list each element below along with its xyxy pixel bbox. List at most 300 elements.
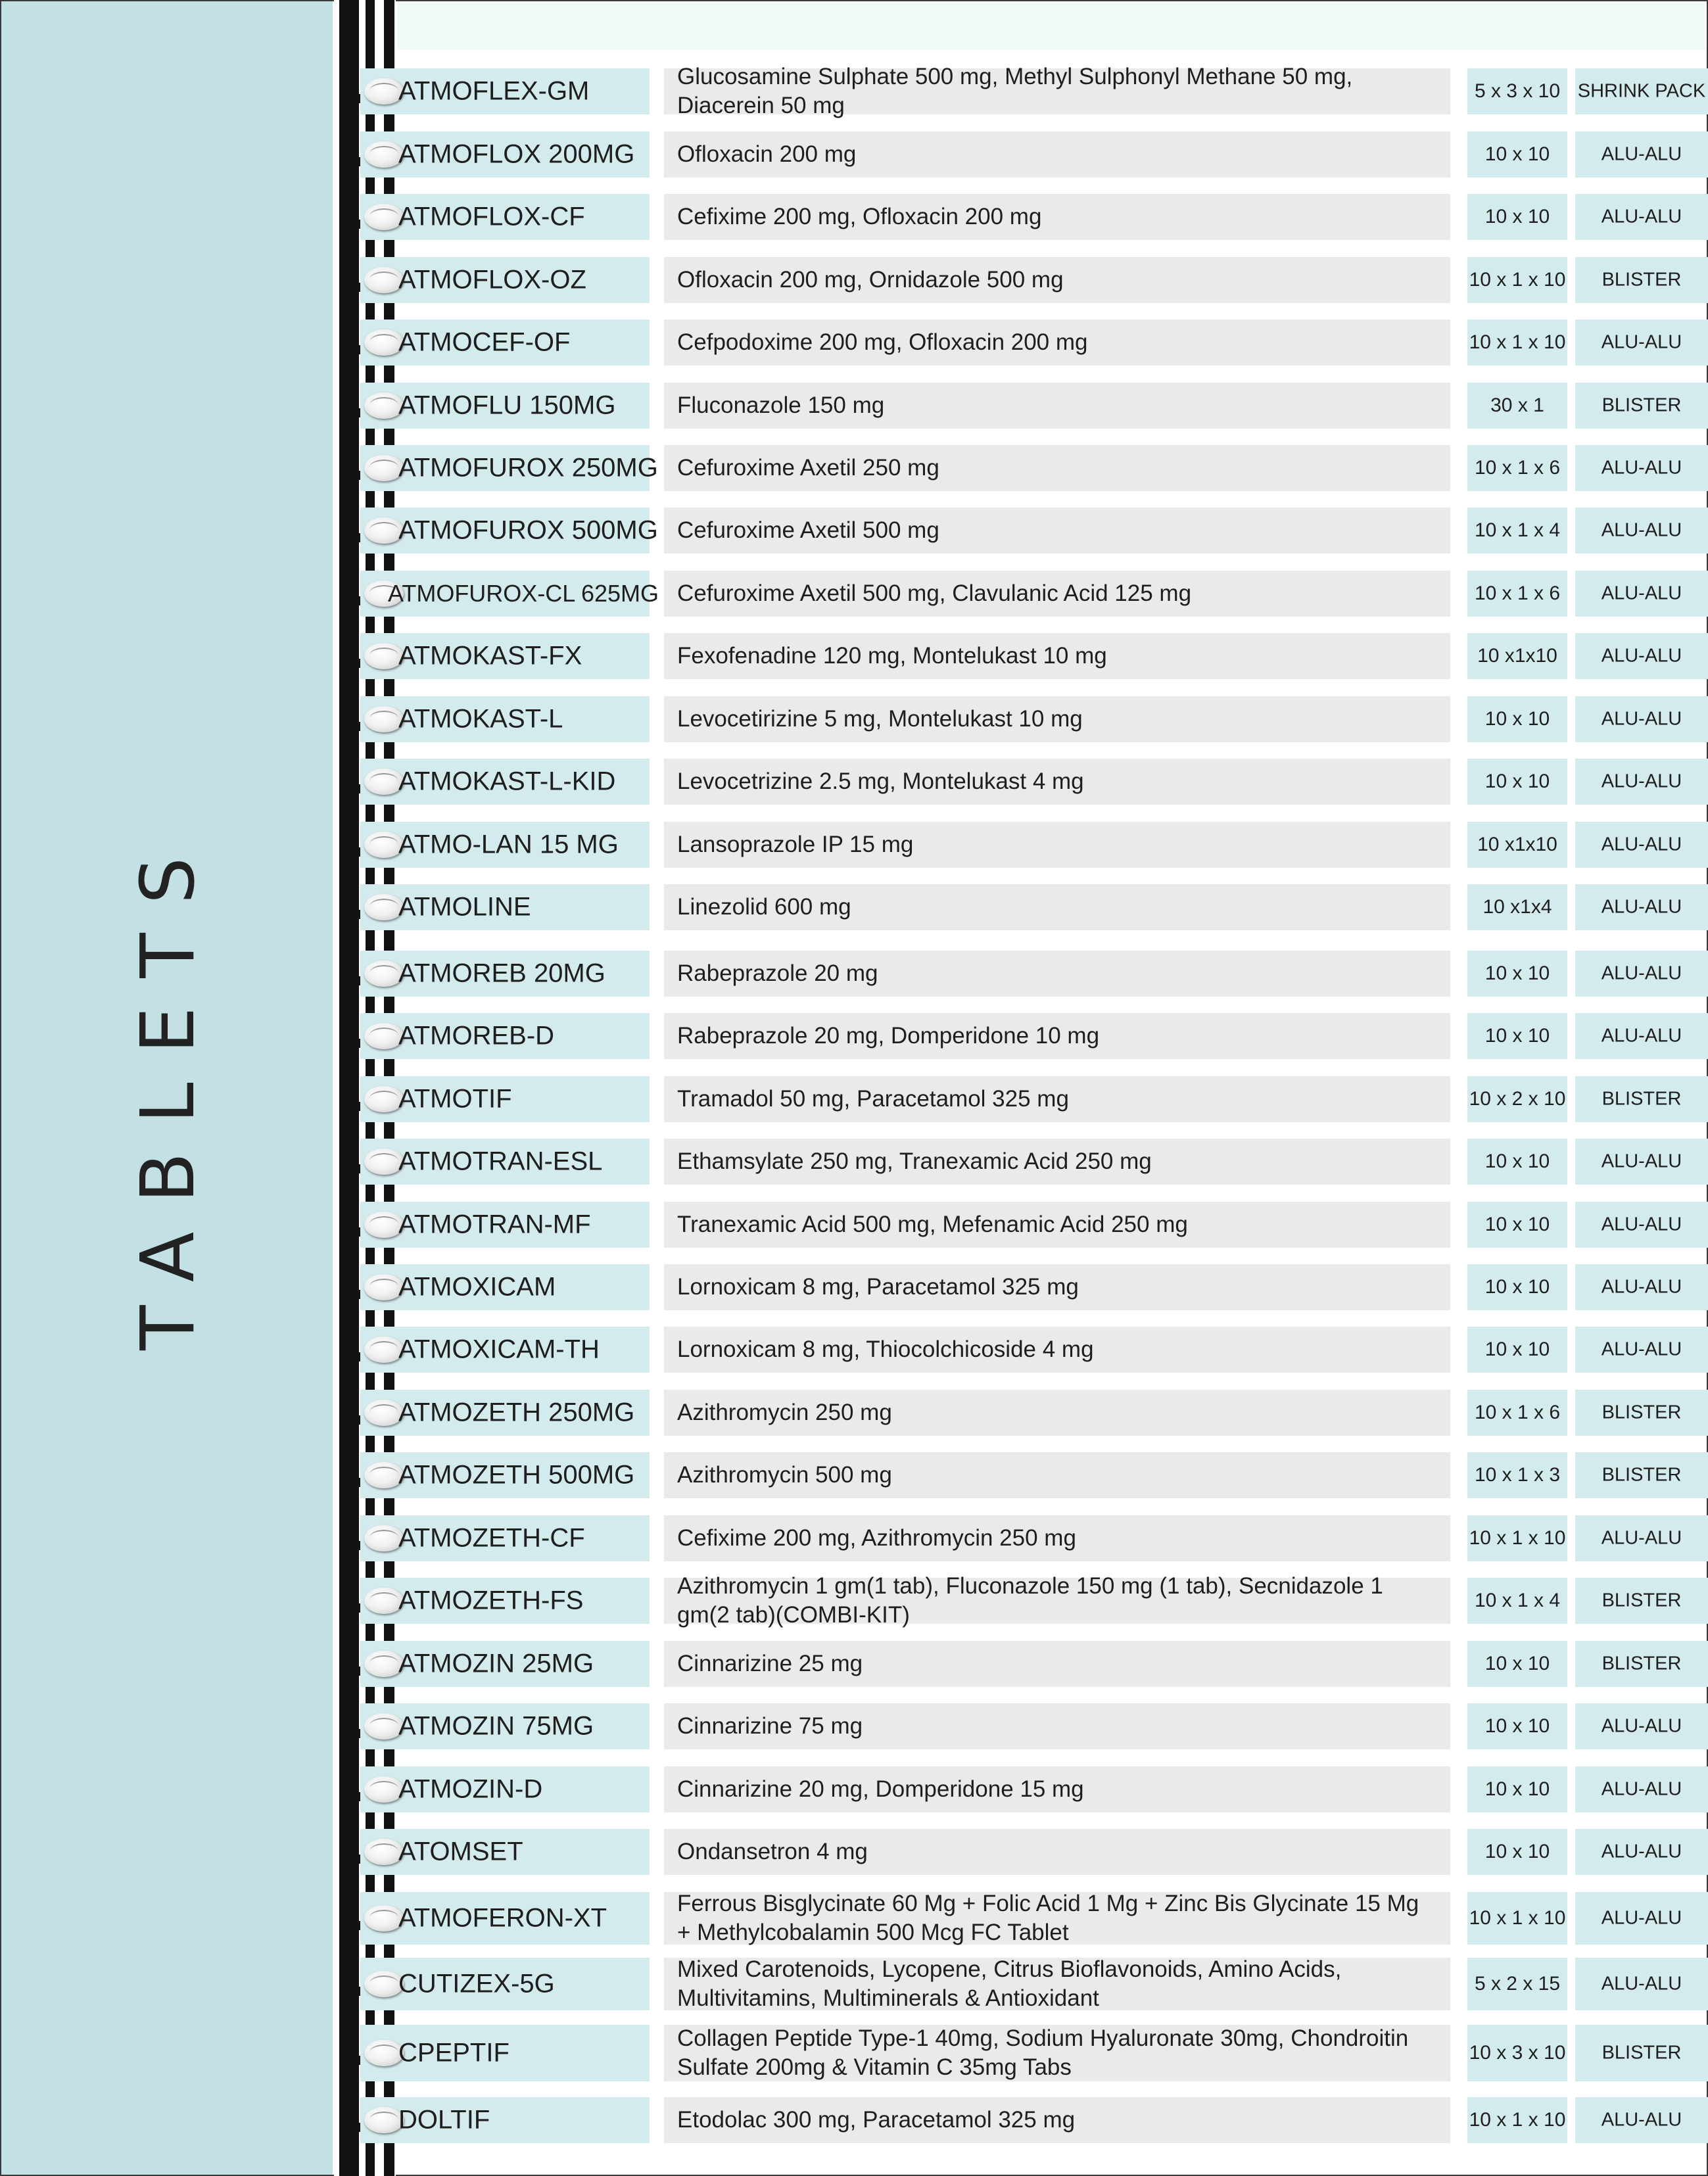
packing-type-cell — [1575, 884, 1708, 930]
packing-type-cell — [1575, 1578, 1708, 1624]
composition: Linezolid 600 mg — [677, 894, 851, 920]
pack-size: 10 x 1 x 10 — [1469, 1907, 1566, 1929]
table-row — [0, 508, 1708, 554]
product-name-cell — [360, 1641, 650, 1687]
composition-cell — [664, 884, 1450, 930]
composition-cell — [664, 1452, 1450, 1498]
composition-cell — [664, 1013, 1450, 1059]
pack-size: 10 x 1 x 4 — [1474, 1590, 1561, 1611]
packing-type-cell — [1575, 1390, 1708, 1436]
pack-size: 10 x 1 x 6 — [1474, 1402, 1561, 1423]
composition-cell — [664, 1390, 1450, 1436]
composition: Lornoxicam 8 mg, Paracetamol 325 mg — [677, 1274, 1079, 1300]
pack-size: 10 x 10 — [1484, 962, 1550, 984]
composition-cell — [664, 2097, 1450, 2143]
packing-type-cell — [1575, 1892, 1708, 1945]
table-row — [0, 131, 1708, 177]
composition: Cinnarizine 75 mg — [677, 1713, 863, 1739]
pack-size-cell — [1467, 1829, 1567, 1875]
packing-type: ALU-ALU — [1601, 962, 1682, 984]
table-row — [0, 1829, 1708, 1875]
product-name-cell — [360, 2097, 650, 2143]
tablet-icon — [364, 960, 404, 987]
pack-size-cell — [1467, 1202, 1567, 1248]
packing-type-cell — [1575, 194, 1708, 240]
composition: Cefuroxime Axetil 500 mg, Clavulanic Acid 125 mg — [677, 580, 1192, 606]
composition-cell — [664, 1264, 1450, 1310]
pack-size: 10 x 10 — [1484, 1778, 1550, 1800]
packing-type: ALU-ALU — [1601, 834, 1682, 855]
composition: Fluconazole 150 mg — [677, 392, 885, 418]
pack-size-cell — [1467, 1452, 1567, 1498]
pack-size: 10 x 1 x 3 — [1474, 1464, 1561, 1486]
packing-type-cell — [1575, 1452, 1708, 1498]
pack-size: 5 x 2 x 15 — [1474, 1973, 1561, 1995]
product-name: ATMOFUROX 500MG — [398, 515, 658, 545]
packing-type-cell — [1575, 1515, 1708, 1561]
packing-type-cell — [1575, 508, 1708, 554]
composition-cell — [664, 1573, 1450, 1628]
packing-type: BLISTER — [1601, 394, 1682, 416]
composition: Levocetrizine 2.5 mg, Montelukast 4 mg — [677, 769, 1084, 794]
packing-type-cell — [1575, 445, 1708, 491]
packing-type-cell — [1575, 1076, 1708, 1122]
pack-size-cell — [1467, 571, 1567, 617]
pack-size-cell — [1467, 1515, 1567, 1561]
product-name: ATMOFLU 150MG — [398, 390, 616, 420]
tablet-icon — [364, 1023, 404, 1049]
tablet-icon — [364, 832, 404, 858]
packing-type: ALU-ALU — [1601, 1907, 1682, 1929]
packing-type: ALU-ALU — [1601, 2109, 1682, 2131]
packing-type-cell — [1575, 571, 1708, 617]
tablet-icon — [364, 1905, 404, 1931]
product-name-cell — [360, 951, 650, 997]
packing-type-cell — [1575, 759, 1708, 805]
packing-type: ALU-ALU — [1601, 1715, 1682, 1737]
product-name-cell — [360, 1578, 650, 1624]
pack-size: 30 x 1 — [1490, 394, 1544, 416]
product-name-cell — [360, 1139, 650, 1185]
table-row — [0, 1327, 1708, 1373]
composition: Mixed Carotenoids, Lycopene, Citrus Bioflavonoids, Amino Acids, Multivitamins, Multiminerals & Antioxidant — [677, 1956, 1342, 2011]
table-row — [0, 1013, 1708, 1059]
product-name-cell — [360, 822, 650, 868]
tablet-icon — [364, 1971, 404, 1997]
packing-type-cell — [1575, 1264, 1708, 1310]
product-name-cell — [360, 68, 650, 114]
tablet-icon — [364, 1525, 404, 1551]
table-row — [0, 1452, 1708, 1498]
pack-size-cell — [1467, 1578, 1567, 1624]
product-name: ATMOZETH 500MG — [398, 1460, 635, 1490]
composition: Azithromycin 250 mg — [677, 1400, 892, 1425]
pack-size-cell — [1467, 1703, 1567, 1749]
packing-type: ALU-ALU — [1601, 770, 1682, 792]
product-name-cell — [360, 1958, 650, 2010]
composition-cell — [664, 1892, 1450, 1945]
composition: Collagen Peptide Type-1 40mg, Sodium Hyaluronate 30mg, Chondroitin Sulfate 200mg & Vitamin C 35mg Tabs — [677, 2025, 1409, 2080]
table-row — [0, 383, 1708, 429]
composition: Tranexamic Acid 500 mg, Mefenamic Acid 250 mg — [677, 1212, 1188, 1237]
pack-size-cell — [1467, 1013, 1567, 1059]
tablet-icon — [364, 141, 404, 168]
table-row — [0, 257, 1708, 303]
packing-type: ALU-ALU — [1601, 1025, 1682, 1047]
product-name: CPEPTIF — [398, 2038, 510, 2068]
packing-type-cell — [1575, 1202, 1708, 1248]
tablet-icon — [364, 2040, 404, 2066]
packing-type: BLISTER — [1601, 1590, 1682, 1611]
composition: Ethamsylate 250 mg, Tranexamic Acid 250 mg — [677, 1148, 1152, 1174]
table-row — [0, 2097, 1708, 2143]
product-name-cell — [360, 1829, 650, 1875]
pack-size-cell — [1467, 1390, 1567, 1436]
packing-type: ALU-ALU — [1601, 519, 1682, 541]
tablet-icon — [364, 455, 404, 481]
product-name-cell — [360, 1076, 650, 1122]
composition-cell — [664, 257, 1450, 303]
table-row — [0, 319, 1708, 366]
packing-type: ALU-ALU — [1601, 1338, 1682, 1360]
composition-cell — [664, 2025, 1450, 2081]
pack-size-cell — [1467, 508, 1567, 554]
pack-size-cell — [1467, 696, 1567, 742]
product-name: ATOMSET — [398, 1837, 523, 1866]
table-row — [0, 1703, 1708, 1749]
tablet-icon — [364, 1086, 404, 1112]
table-row — [0, 1202, 1708, 1248]
product-name: ATMOKAST-FX — [398, 641, 582, 671]
pack-size: 10 x 10 — [1484, 206, 1550, 227]
tablet-icon — [364, 78, 404, 105]
tablet-icon — [364, 1651, 404, 1677]
product-name: ATMOFLOX-OZ — [398, 265, 586, 295]
pack-size-cell — [1467, 194, 1567, 240]
packing-type: ALU-ALU — [1601, 331, 1682, 353]
table-row — [0, 1139, 1708, 1185]
composition-cell — [664, 383, 1450, 429]
pack-size: 10 x 1 x 10 — [1469, 1527, 1566, 1549]
table-row — [0, 1766, 1708, 1812]
packing-type: ALU-ALU — [1601, 206, 1682, 227]
pack-size: 10 x 10 — [1484, 1338, 1550, 1360]
packing-type: ALU-ALU — [1601, 645, 1682, 667]
packing-type-cell — [1575, 131, 1708, 177]
product-name: ATMOZIN 75MG — [398, 1711, 594, 1741]
pack-size-cell — [1467, 1327, 1567, 1373]
packing-type-cell — [1575, 2097, 1708, 2143]
tablet-icon — [364, 517, 404, 544]
pack-size: 10 x 10 — [1484, 1150, 1550, 1172]
pack-size: 10 x 1 x 10 — [1469, 331, 1566, 353]
tablet-icon — [364, 1588, 404, 1614]
composition-cell — [664, 64, 1450, 118]
product-name: ATMO-LAN 15 MG — [398, 830, 619, 859]
table-row — [0, 445, 1708, 491]
pack-size-cell — [1467, 951, 1567, 997]
product-name: DOLTIF — [398, 2105, 490, 2135]
product-name-cell — [360, 1264, 650, 1310]
table-row — [0, 194, 1708, 240]
composition: Cefixime 200 mg, Ofloxacin 200 mg — [677, 204, 1042, 229]
table-row — [0, 571, 1708, 617]
product-name: ATMOFLOX-CF — [398, 202, 585, 231]
product-name-cell — [360, 1766, 650, 1812]
tablet-icon — [364, 1776, 404, 1803]
composition: Rabeprazole 20 mg — [677, 960, 878, 986]
table-row — [0, 64, 1708, 118]
composition: Cefpodoxime 200 mg, Ofloxacin 200 mg — [677, 329, 1088, 355]
composition: Levocetirizine 5 mg, Montelukast 10 mg — [677, 706, 1083, 732]
packing-type-cell — [1575, 1013, 1708, 1059]
product-name: CUTIZEX-5G — [398, 1969, 555, 1999]
pack-size-cell — [1467, 383, 1567, 429]
product-name: ATMOFUROX 250MG — [398, 453, 658, 483]
product-name-cell — [360, 1327, 650, 1373]
composition: Cefuroxime Axetil 250 mg — [677, 455, 939, 481]
pack-size-cell — [1467, 319, 1567, 366]
packing-type: SHRINK PACK — [1577, 80, 1706, 102]
product-name-cell — [360, 131, 650, 177]
pack-size-cell — [1467, 2025, 1567, 2081]
composition-cell — [664, 131, 1450, 177]
composition-cell — [664, 445, 1450, 491]
packing-type-cell — [1575, 1766, 1708, 1812]
product-name: ATMOXICAM-TH — [398, 1335, 600, 1364]
packing-type-cell — [1575, 1958, 1708, 2010]
pack-size-cell — [1467, 131, 1567, 177]
table-row — [0, 2025, 1708, 2081]
packing-type: ALU-ALU — [1601, 1527, 1682, 1549]
packing-type: ALU-ALU — [1601, 582, 1682, 604]
product-name: ATMOFLEX-GM — [398, 76, 590, 106]
composition: Glucosamine Sulphate 500 mg, Methyl Sulphonyl Methane 50 mg, Diacerein 50 mg — [677, 64, 1353, 118]
composition: Ferrous Bisglycinate 60 Mg + Folic Acid 1 Mg + Zinc Bis Glycinate 15 Mg + Methylcobalamin 500 Mcg FC Tablet — [677, 1891, 1419, 1945]
product-name: ATMOFERON-XT — [398, 1903, 607, 1933]
packing-type-cell — [1575, 1139, 1708, 1185]
product-name: ATMOZIN 25MG — [398, 1649, 594, 1678]
composition: Lansoprazole IP 15 mg — [677, 832, 914, 857]
tablet-icon — [364, 267, 404, 293]
composition: Azithromycin 500 mg — [677, 1462, 892, 1488]
pack-size: 10 x1x4 — [1483, 896, 1552, 918]
tablet-icon — [364, 1839, 404, 1865]
composition-cell — [664, 633, 1450, 679]
pack-size-cell — [1467, 445, 1567, 491]
packing-type-cell — [1575, 822, 1708, 868]
product-name-cell — [360, 884, 650, 930]
product-name-cell — [360, 1892, 650, 1945]
tablet-icon — [364, 643, 404, 669]
product-name: ATMOREB-D — [398, 1021, 555, 1051]
composition: Etodolac 300 mg, Paracetamol 325 mg — [677, 2107, 1076, 2133]
tablet-icon — [364, 204, 404, 230]
composition-cell — [664, 696, 1450, 742]
product-name-cell — [360, 696, 650, 742]
product-name: ATMOREB 20MG — [398, 958, 605, 988]
tablet-icon — [364, 706, 404, 732]
pack-size: 10 x 1 x 10 — [1469, 2109, 1566, 2131]
pack-size-cell — [1467, 1892, 1567, 1945]
packing-type: BLISTER — [1601, 1088, 1682, 1110]
pack-size-cell — [1467, 633, 1567, 679]
composition-cell — [664, 759, 1450, 805]
tablet-icon — [364, 769, 404, 795]
product-name-cell — [360, 508, 658, 554]
pack-size: 10 x 10 — [1484, 1025, 1550, 1047]
tablet-icon — [364, 1400, 404, 1426]
tablet-icon — [364, 329, 404, 356]
product-name-cell — [360, 1390, 650, 1436]
composition-cell — [664, 1829, 1450, 1875]
composition: Cefuroxime Axetil 500 mg — [677, 517, 939, 543]
composition-cell — [664, 1202, 1450, 1248]
tablet-icon — [364, 392, 404, 419]
packing-type: ALU-ALU — [1601, 1841, 1682, 1862]
table-row — [0, 759, 1708, 805]
composition: Cefixime 200 mg, Azithromycin 250 mg — [677, 1525, 1076, 1551]
tablet-icon — [364, 1462, 404, 1488]
composition-cell — [664, 571, 1450, 617]
product-name-cell — [360, 759, 650, 805]
table-row — [0, 1264, 1708, 1310]
pack-size: 10 x 1 x 10 — [1469, 269, 1566, 291]
table-row — [0, 822, 1708, 868]
pack-size-cell — [1467, 884, 1567, 930]
table-row — [0, 1892, 1708, 1945]
product-name: ATMOTIF — [398, 1084, 512, 1114]
composition-cell — [664, 194, 1450, 240]
composition: Ofloxacin 200 mg, Ornidazole 500 mg — [677, 267, 1064, 293]
composition-cell — [664, 951, 1450, 997]
product-name: ATMOTRAN-ESL — [398, 1147, 603, 1176]
pack-size: 10 x1x10 — [1477, 834, 1557, 855]
composition: Fexofenadine 120 mg, Montelukast 10 mg — [677, 643, 1107, 669]
product-name-cell — [360, 319, 650, 366]
category-title: TABLETS — [126, 828, 211, 1350]
packing-type: BLISTER — [1601, 1464, 1682, 1486]
composition-cell — [664, 319, 1450, 366]
product-name-cell — [360, 445, 658, 491]
packing-type: ALU-ALU — [1601, 1778, 1682, 1800]
packing-type-cell — [1575, 1703, 1708, 1749]
table-row — [0, 1641, 1708, 1687]
composition-cell — [664, 1703, 1450, 1749]
tablet-icon — [364, 1336, 404, 1363]
packing-type-cell — [1575, 1327, 1708, 1373]
composition-cell — [664, 1327, 1450, 1373]
composition-cell — [664, 508, 1450, 554]
pack-size-cell — [1467, 759, 1567, 805]
composition-cell — [664, 1076, 1450, 1122]
composition-cell — [664, 1139, 1450, 1185]
product-name-cell — [360, 1013, 650, 1059]
pack-size: 10 x 2 x 10 — [1469, 1088, 1566, 1110]
tablet-icon — [364, 2107, 404, 2133]
product-name: ATMOZETH-CF — [398, 1523, 585, 1553]
table-row — [0, 951, 1708, 997]
composition: Cinnarizine 25 mg — [677, 1651, 863, 1676]
composition: Lornoxicam 8 mg, Thiocolchicoside 4 mg — [677, 1336, 1094, 1362]
product-name-cell — [360, 383, 650, 429]
composition-cell — [664, 1515, 1450, 1561]
packing-type-cell — [1575, 383, 1708, 429]
product-name: ATMOKAST-L — [398, 704, 563, 734]
product-name-cell — [360, 2025, 650, 2081]
packing-type-cell — [1575, 696, 1708, 742]
table-row — [0, 696, 1708, 742]
product-name-cell — [360, 1202, 650, 1248]
packing-type-cell — [1575, 1641, 1708, 1687]
table-row — [0, 1515, 1708, 1561]
product-name-cell — [360, 633, 650, 679]
packing-type: BLISTER — [1601, 1653, 1682, 1674]
pack-size: 10 x 10 — [1484, 1653, 1550, 1674]
packing-type-cell — [1575, 68, 1708, 114]
product-name-cell — [360, 1515, 650, 1561]
product-name: ATMOZIN-D — [398, 1774, 543, 1804]
composition: Ondansetron 4 mg — [677, 1839, 868, 1864]
tablet-icon — [364, 1713, 404, 1739]
product-name: ATMOFUROX-CL 625MG — [388, 580, 659, 607]
tablet-icon — [364, 894, 404, 920]
packing-type: ALU-ALU — [1601, 708, 1682, 730]
pack-size: 10 x 1 x 4 — [1474, 519, 1561, 541]
pack-size-cell — [1467, 2097, 1567, 2143]
pack-size-cell — [1467, 68, 1567, 114]
pack-size: 10 x 10 — [1484, 1214, 1550, 1235]
pack-size: 10 x 10 — [1484, 1276, 1550, 1298]
product-name: ATMOKAST-L-KID — [398, 767, 616, 796]
product-name: ATMOLINE — [398, 892, 531, 922]
product-name: ATMOFLOX 200MG — [398, 139, 635, 169]
pack-size: 10 x 3 x 10 — [1469, 2042, 1566, 2064]
pack-size-cell — [1467, 1264, 1567, 1310]
pack-size: 10 x 10 — [1484, 1715, 1550, 1737]
tablet-icon — [364, 1148, 404, 1175]
table-row — [0, 1390, 1708, 1436]
packing-type: ALU-ALU — [1601, 1973, 1682, 1995]
composition: Cinnarizine 20 mg, Domperidone 15 mg — [677, 1776, 1084, 1802]
table-row — [0, 1573, 1708, 1628]
packing-type-cell — [1575, 257, 1708, 303]
table-row — [0, 1958, 1708, 2010]
product-name-cell — [360, 571, 659, 617]
pack-size-cell — [1467, 1766, 1567, 1812]
composition: Ofloxacin 200 mg — [677, 141, 857, 167]
product-name: ATMOZETH-FS — [398, 1586, 584, 1615]
packing-type: ALU-ALU — [1601, 1150, 1682, 1172]
table-row — [0, 633, 1708, 679]
pack-size-cell — [1467, 1641, 1567, 1687]
product-name-cell — [360, 194, 650, 240]
pack-size: 10 x1x10 — [1477, 645, 1557, 667]
packing-type: ALU-ALU — [1601, 896, 1682, 918]
tablet-icon — [364, 1212, 404, 1238]
pack-size: 10 x 10 — [1484, 708, 1550, 730]
pack-size-cell — [1467, 257, 1567, 303]
composition: Tramadol 50 mg, Paracetamol 325 mg — [677, 1086, 1069, 1112]
packing-type: ALU-ALU — [1601, 143, 1682, 165]
product-name-cell — [360, 1703, 650, 1749]
composition: Rabeprazole 20 mg, Domperidone 10 mg — [677, 1023, 1100, 1049]
composition-cell — [664, 1641, 1450, 1687]
tablet-icon — [364, 1274, 404, 1300]
packing-type-cell — [1575, 319, 1708, 366]
packing-type: BLISTER — [1601, 1402, 1682, 1423]
packing-type-cell — [1575, 2025, 1708, 2081]
